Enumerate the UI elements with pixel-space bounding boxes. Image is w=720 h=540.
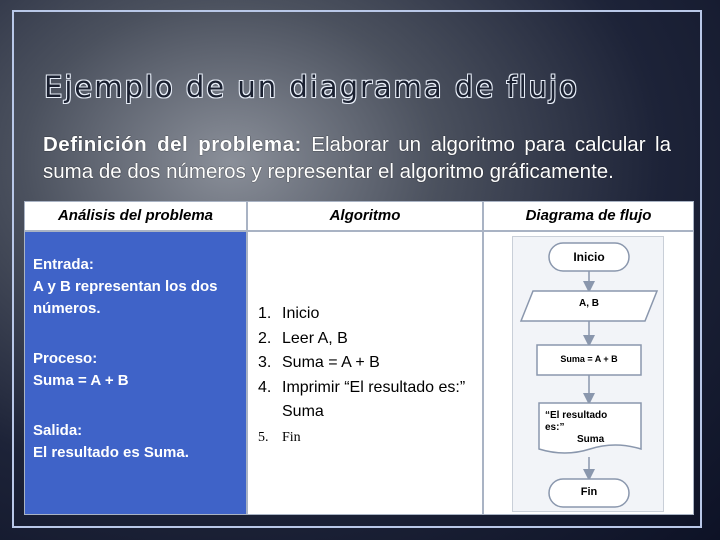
input-block xyxy=(33,254,246,320)
output-label xyxy=(545,410,637,446)
step-text: Leer A, B xyxy=(282,329,348,347)
algorithm-column xyxy=(247,231,483,515)
process-text: Suma = A + B xyxy=(33,372,129,389)
algorithm-step xyxy=(258,302,478,327)
analysis-column xyxy=(24,231,247,515)
process-label: Suma = A + B xyxy=(560,354,618,364)
step-text: Suma = A + B xyxy=(282,354,380,371)
algorithm-steps xyxy=(258,302,478,451)
process-label: Proceso: xyxy=(33,350,98,367)
algorithm-step xyxy=(258,425,478,451)
input-text: A y B representan los dos números. xyxy=(33,278,218,317)
algorithm-step xyxy=(258,376,478,425)
problem-definition xyxy=(43,131,671,205)
slide-title: Ejemplo de un diagrama de flujo xyxy=(44,70,579,104)
input-label: Entrada: xyxy=(33,256,94,273)
algorithm-step xyxy=(258,351,478,376)
end-label: Fin xyxy=(580,486,598,498)
step-text: Inicio xyxy=(282,305,320,322)
definition-text: Elaborar un algoritmo para calcular la suma de dos números y representar el algoritmo gráficamente. xyxy=(43,133,671,183)
output-block xyxy=(33,420,246,464)
diagram-column xyxy=(483,231,694,515)
step-number: 2. xyxy=(258,329,272,347)
step-number: 5. xyxy=(258,429,269,445)
output-label-line1: “El resultado xyxy=(545,410,608,421)
header-algorithm: Algoritmo xyxy=(247,201,483,231)
step-number: 1. xyxy=(258,305,272,322)
comparison-table xyxy=(24,201,694,515)
output-label-line2: es:” xyxy=(545,422,565,433)
start-label: Inicio xyxy=(573,250,605,264)
definition-label: Definición del problema: xyxy=(43,133,302,156)
process-block xyxy=(33,348,246,392)
step-number: 3. xyxy=(258,354,272,371)
output-label: Salida: xyxy=(33,422,83,439)
step-text: Imprimir “El resultado es:” Suma xyxy=(282,378,466,420)
header-diagram: Diagrama de flujo xyxy=(483,201,694,231)
algorithm-step xyxy=(258,327,478,352)
flowchart-graphic xyxy=(513,237,665,513)
output-label-line3: Suma xyxy=(577,434,605,445)
flowchart xyxy=(512,236,664,512)
step-number: 4. xyxy=(258,378,272,396)
output-text: El resultado es Suma. xyxy=(33,444,189,461)
header-analysis: Análisis del problema xyxy=(24,201,247,231)
step-text: Fin xyxy=(282,429,301,445)
input-label: A, B xyxy=(579,298,599,309)
